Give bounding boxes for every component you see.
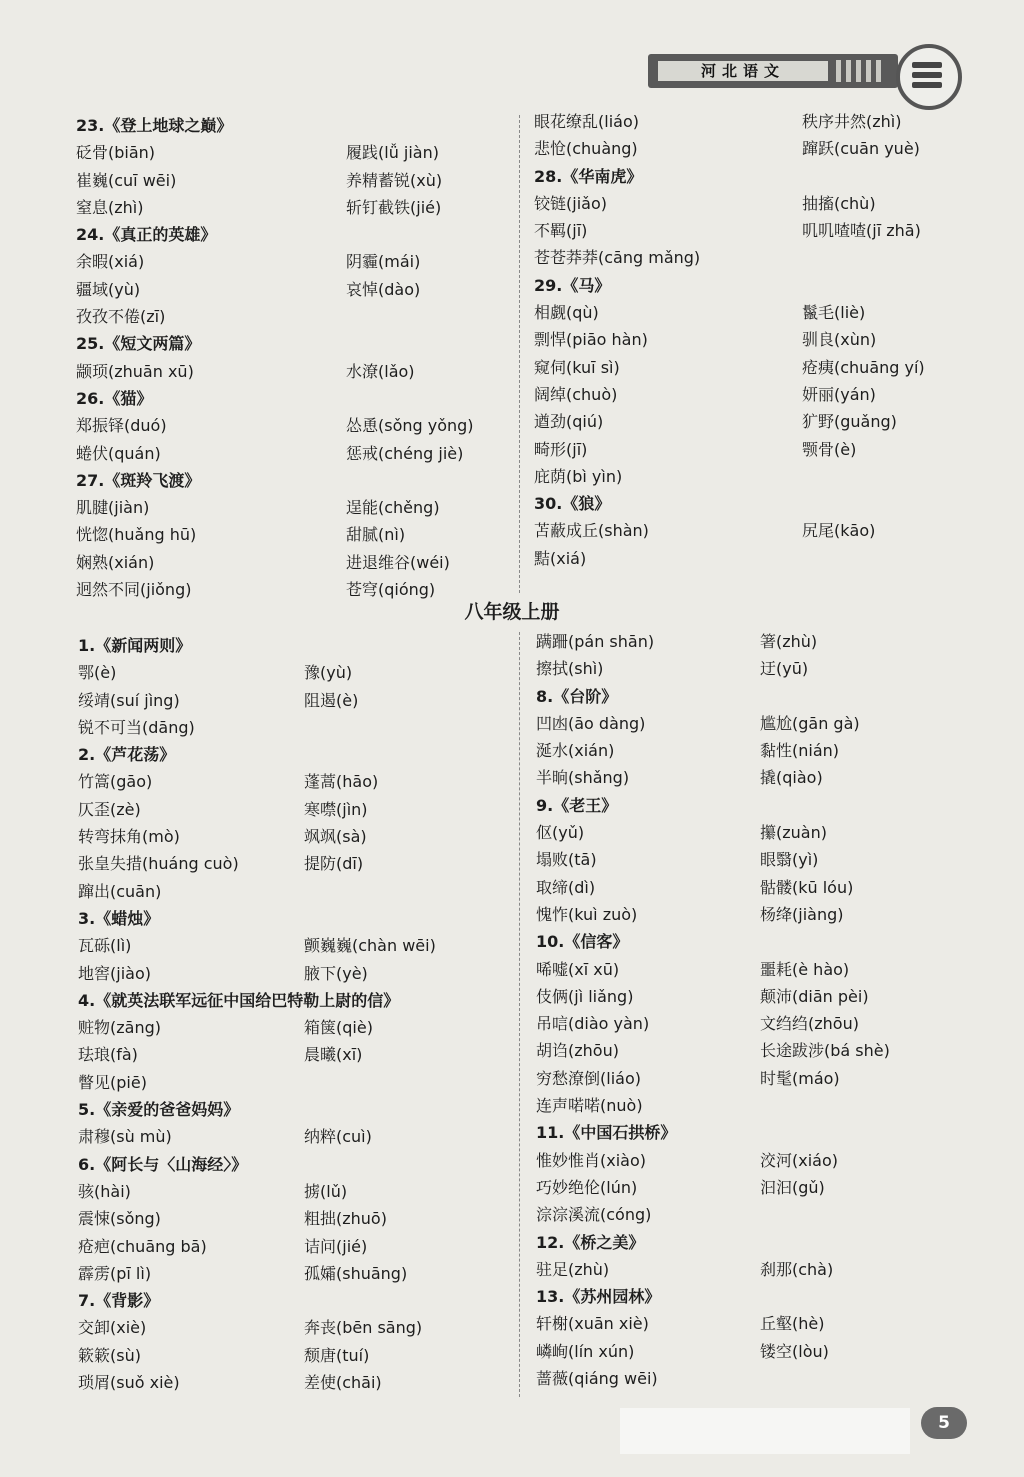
- header-title: 河北语文: [658, 61, 828, 81]
- lesson-heading: 24.《真正的英雄》: [76, 225, 217, 245]
- vocab-word: 半晌(shǎng): [536, 768, 630, 788]
- vocab-word: 颠沛(diān pèi): [760, 986, 869, 1006]
- vocab-word: 肌腱(jiàn): [76, 498, 150, 518]
- vocab-word: 镂空(lòu): [760, 1341, 829, 1361]
- lesson-heading: 4.《就英法联军远征中国给巴特勒上尉的信》: [78, 990, 400, 1010]
- vocab-word: 轩榭(xuān xiè): [536, 1314, 649, 1334]
- vocab-word: 刹那(chà): [760, 1259, 834, 1279]
- vocab-word: 长途跋涉(bá shè): [760, 1041, 890, 1061]
- vocab-word: 崔巍(cuī wēi): [76, 170, 177, 190]
- column-divider: [519, 632, 520, 1397]
- vocab-word: 履践(lǚ jiàn): [346, 143, 439, 163]
- vocab-word: 腋下(yè): [304, 963, 368, 983]
- lesson-heading: 5.《亲爱的爸爸妈妈》: [78, 1100, 240, 1120]
- lesson-heading: 30.《狼》: [534, 494, 611, 514]
- vocab-word: 地窖(jiào): [78, 963, 151, 983]
- vocab-word: 粗拙(zhuō): [304, 1209, 387, 1229]
- vocab-word: 苫蔽成丘(shàn): [534, 521, 649, 541]
- vocab-word: 孤孀(shuāng): [304, 1263, 408, 1283]
- vocab-word: 仄歪(zè): [78, 799, 141, 819]
- vocab-word: 甜腻(nì): [346, 525, 406, 545]
- vocab-word: 噩耗(è hào): [760, 959, 850, 979]
- vocab-word: 箸(zhù): [760, 632, 818, 651]
- vocab-word: 杨绛(jiàng): [760, 904, 844, 924]
- vocab-word: 叽叽喳喳(jī zhā): [802, 221, 921, 241]
- vocab-word: 蹿跃(cuān yuè): [802, 139, 920, 159]
- vocab-word: 水潦(lǎo): [346, 361, 415, 381]
- vocab-word: 穷愁潦倒(liáo): [536, 1068, 641, 1088]
- vocab-word: 骷髅(kū lóu): [760, 877, 854, 897]
- page-number: 5: [921, 1407, 967, 1439]
- vocab-word: 珐琅(fà): [78, 1045, 138, 1065]
- vocab-word: 黠(xiá): [534, 548, 587, 568]
- vocab-word: 簌簌(sù): [78, 1345, 141, 1365]
- header-stripes: [836, 60, 886, 86]
- vocab-word: 提防(dī): [304, 854, 364, 874]
- vocab-word: 遒劲(qiú): [534, 412, 604, 432]
- vocab-word: 窒息(zhì): [76, 197, 144, 217]
- vocab-word: 孜孜不倦(zī): [76, 307, 166, 327]
- vocab-word: 转弯抹角(mò): [78, 827, 180, 847]
- vocab-word: 寒噤(jìn): [304, 799, 368, 819]
- vocab-word: 蜷伏(quán): [76, 443, 161, 463]
- vocab-word: 眼翳(yì): [760, 850, 819, 870]
- vocab-word: 奔丧(bēn sāng): [304, 1318, 423, 1338]
- lesson-heading: 9.《老王》: [536, 795, 618, 815]
- vocab-word: 塌败(tā): [536, 850, 597, 870]
- vocab-word: 颛顼(zhuān xū): [76, 361, 194, 381]
- vocab-word: 惟妙惟肖(xiào): [536, 1150, 646, 1170]
- vocab-word: 阴霾(mái): [346, 252, 421, 272]
- vocab-word: 瞥见(piē): [78, 1072, 147, 1092]
- vocab-word: 阔绰(chuò): [534, 384, 618, 404]
- lesson-heading: 11.《中国石拱桥》: [536, 1123, 677, 1143]
- vocab-word: 铰链(jiǎo): [534, 193, 607, 213]
- vocab-word: 瓦砾(lì): [78, 936, 132, 956]
- lesson-heading: 26.《猫》: [76, 388, 153, 408]
- vocab-word: 眼花缭乱(liáo): [534, 112, 639, 131]
- vocab-word: 蓬蒿(hāo): [304, 772, 379, 792]
- vocab-word: 犷野(guǎng): [802, 412, 897, 432]
- lesson-heading: 28.《华南虎》: [534, 166, 643, 186]
- blank-area: [620, 1408, 910, 1454]
- vocab-word: 绥靖(suí jìng): [78, 690, 180, 710]
- vocab-word: 文绉绉(zhōu): [760, 1014, 859, 1034]
- vocab-word: 箱箧(qiè): [304, 1018, 373, 1038]
- vocab-word: 迂(yū): [760, 659, 809, 679]
- vocab-word: 恍惚(huǎng hū): [76, 525, 197, 545]
- vocab-word: 砭骨(biān): [76, 143, 156, 163]
- vocab-word: 锐不可当(dāng): [78, 717, 195, 737]
- lesson-heading: 2.《芦花荡》: [78, 745, 176, 765]
- vocab-word: 斩钉截铁(jié): [346, 197, 442, 217]
- vocab-word: 赃物(zāng): [78, 1018, 161, 1038]
- vocab-word: 逞能(chěng): [346, 498, 440, 518]
- vocab-word: 苍苍莽莽(cāng mǎng): [534, 248, 701, 268]
- vocab-word: 凹凼(āo dàng): [536, 713, 646, 733]
- vocab-word: 差使(chāi): [304, 1373, 382, 1393]
- vocab-word: 诘问(jié): [304, 1236, 368, 1256]
- lesson-heading: 25.《短文两篇》: [76, 334, 201, 354]
- vocab-word: 淙淙溪流(cóng): [536, 1205, 652, 1225]
- vocab-word: 伎俩(jì liǎng): [536, 986, 634, 1006]
- vocab-word: 阻遏(è): [304, 690, 359, 710]
- column-divider: [519, 115, 520, 593]
- vocab-word: 巧妙绝伦(lún): [536, 1177, 638, 1197]
- vocab-word: 霹雳(pī lì): [78, 1263, 152, 1283]
- vocab-word: 掳(lǔ): [304, 1181, 348, 1201]
- vocab-word: 唏嘘(xī xū): [536, 959, 620, 979]
- vocab-word: 鬣毛(liè): [802, 303, 866, 323]
- lesson-heading: 27.《斑羚飞渡》: [76, 470, 201, 490]
- vocab-word: 纳粹(cuì): [304, 1127, 372, 1147]
- vocab-word: 伛(yǔ): [536, 823, 585, 843]
- vocab-word: 妍丽(yán): [802, 384, 876, 404]
- vocab-word: 连声喏喏(nuò): [536, 1096, 643, 1116]
- vocab-word: 震悚(sǒng): [78, 1209, 161, 1229]
- vocab-word: 苍穹(qióng): [346, 580, 436, 600]
- vocab-word: 肃穆(sù mù): [78, 1127, 172, 1147]
- lesson-heading: 8.《台阶》: [536, 686, 618, 706]
- vocab-word: 颚骨(è): [802, 439, 857, 459]
- vocab-word: 胡诌(zhōu): [536, 1041, 619, 1061]
- vocab-word: 蹿出(cuān): [78, 881, 162, 901]
- vocab-word: 悲怆(chuàng): [534, 139, 638, 159]
- vocab-word: 吊唁(diào yàn): [536, 1014, 650, 1034]
- lesson-heading: 10.《信客》: [536, 932, 629, 952]
- vocab-word: 迥然不同(jiǒng): [76, 580, 192, 600]
- vocab-word: 擦拭(shì): [536, 659, 604, 679]
- vocab-word: 鄂(è): [78, 663, 117, 683]
- page-header: [648, 54, 898, 88]
- grade-title: 八年级上册: [464, 601, 560, 623]
- lesson-heading: 29.《马》: [534, 275, 611, 295]
- vocab-word: 窥伺(kuī sì): [534, 357, 620, 377]
- lesson-heading: 7.《背影》: [78, 1291, 160, 1311]
- vocab-word: 蹒跚(pán shān): [536, 632, 655, 651]
- vocab-word: 撬(qiào): [760, 768, 823, 788]
- lesson-heading: 6.《阿长与〈山海经〉》: [78, 1154, 248, 1174]
- vocab-word: 尻尾(kāo): [802, 521, 876, 541]
- vocab-word: 不羁(jī): [534, 221, 588, 241]
- lesson-heading: 23.《登上地球之巅》: [76, 116, 233, 135]
- vocab-word: 尴尬(gān gà): [760, 713, 860, 733]
- vocab-word: 娴熟(xián): [76, 552, 155, 572]
- vocab-word: 疮疤(chuāng bā): [78, 1236, 207, 1256]
- vocab-word: 黏性(nián): [760, 741, 840, 761]
- vocab-word: 琐屑(suǒ xiè): [78, 1373, 180, 1393]
- vocab-word: 攥(zuàn): [760, 823, 827, 843]
- vocab-word: 抽搐(chù): [802, 193, 876, 213]
- vocab-word: 飒飒(sà): [304, 827, 367, 847]
- lesson-heading: 3.《蜡烛》: [78, 908, 160, 928]
- vocab-word: 颤巍巍(chàn wēi): [304, 936, 436, 956]
- vocab-word: 秩序井然(zhì): [802, 112, 902, 131]
- lesson-heading: 13.《苏州园林》: [536, 1287, 661, 1307]
- vocab-word: 涎水(xián): [536, 741, 615, 761]
- vocab-word: 怂恿(sǒng yǒng): [346, 416, 474, 436]
- vocab-word: 愧怍(kuì zuò): [536, 904, 638, 924]
- vocab-word: 哀悼(dào): [346, 279, 421, 299]
- vocab-word: 畸形(jī): [534, 439, 588, 459]
- vocab-word: 张皇失措(huáng cuò): [78, 854, 239, 874]
- vocab-word: 汩汩(gǔ): [760, 1177, 825, 1197]
- vocab-word: 驯良(xùn): [802, 330, 877, 350]
- vocab-word: 剽悍(piāo hàn): [534, 330, 648, 350]
- vocab-word: 时髦(máo): [760, 1068, 840, 1088]
- vocab-word: 郑振铎(duó): [76, 416, 167, 436]
- vocab-word: 竹篙(gāo): [78, 772, 153, 792]
- vocab-word: 余暇(xiá): [76, 252, 145, 272]
- vocab-word: 骇(hài): [78, 1181, 131, 1201]
- lesson-heading: 12.《桥之美》: [536, 1232, 645, 1252]
- vocab-word: 庇荫(bì yìn): [534, 466, 623, 486]
- vocab-word: 驻足(zhù): [536, 1259, 610, 1279]
- vocab-word: 丘壑(hè): [760, 1314, 825, 1334]
- vocab-word: 惩戒(chéng jiè): [346, 443, 464, 463]
- book-icon: [896, 44, 962, 110]
- vocab-word: 洨河(xiáo): [760, 1150, 838, 1170]
- vocab-word: 进退维谷(wéi): [346, 552, 450, 572]
- vocab-word: 颓唐(tuí): [304, 1345, 370, 1365]
- vocab-word: 疆域(yù): [76, 279, 141, 299]
- vocab-word: 疮痍(chuāng yí): [802, 357, 925, 377]
- vocab-word: 豫(yù): [304, 663, 353, 683]
- vocab-word: 相觑(qù): [534, 303, 599, 323]
- lesson-heading: 1.《新闻两则》: [78, 636, 192, 655]
- vocab-word: 晨曦(xī): [304, 1045, 363, 1065]
- vocab-word: 蔷薇(qiáng wēi): [536, 1369, 658, 1389]
- vocab-word: 交卸(xiè): [78, 1318, 147, 1338]
- vocab-word: 取缔(dì): [536, 877, 596, 897]
- vocab-word: 嶙峋(lín xún): [536, 1341, 635, 1361]
- vocab-word: 养精蓄锐(xù): [346, 170, 443, 190]
